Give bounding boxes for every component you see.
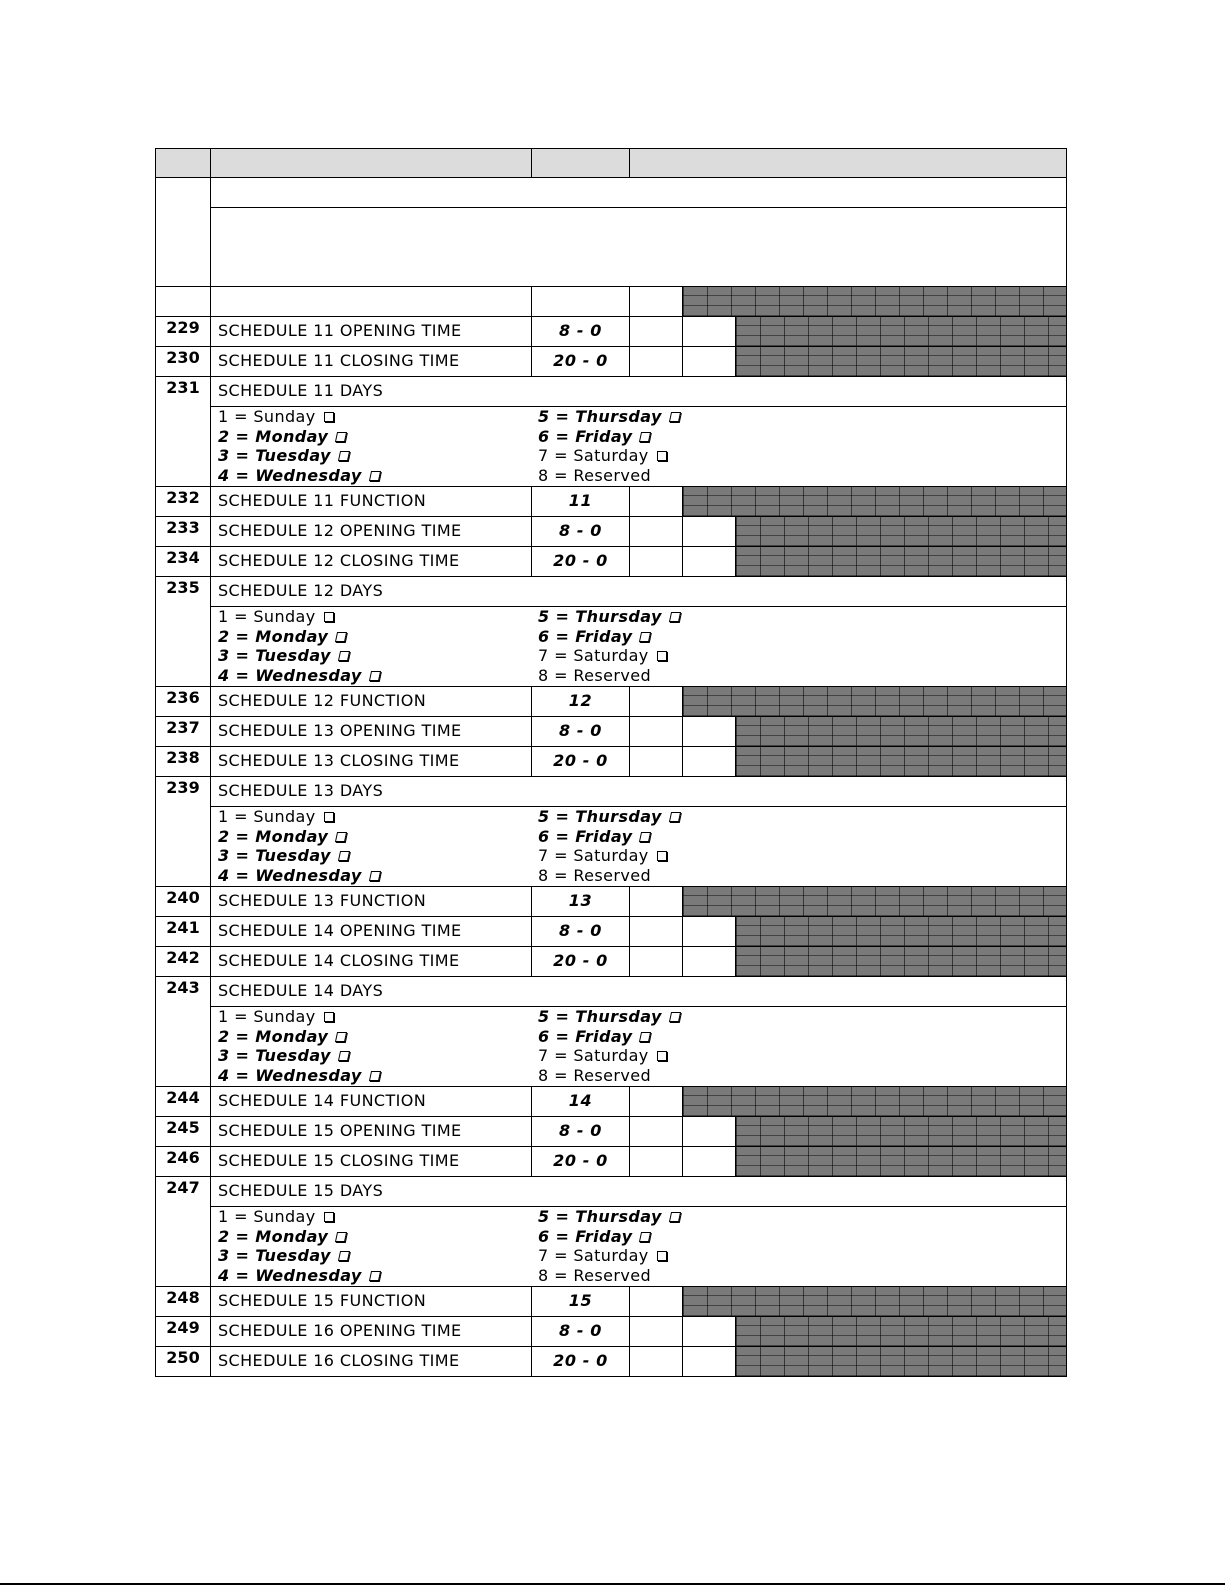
default-value: 8 - 0: [531, 316, 630, 347]
location-number: 234: [155, 546, 211, 577]
location-number: 241: [155, 916, 211, 947]
day-checkbox[interactable]: [657, 451, 667, 461]
day-option: [218, 866, 380, 886]
day-option-label: 7 = Saturday: [538, 1246, 649, 1265]
day-option: [218, 407, 334, 427]
entry-box[interactable]: [682, 1146, 736, 1177]
day-checkbox[interactable]: [639, 1232, 651, 1242]
day-option: [538, 466, 651, 486]
day-option: [218, 427, 346, 447]
location-description: SCHEDULE 16 CLOSING TIME: [210, 1346, 532, 1377]
day-option-label: 8 = Reserved: [538, 1065, 652, 1085]
day-option-label: 4 = Wednesday: [218, 865, 362, 885]
location-number: 248: [155, 1286, 211, 1317]
day-option: [218, 1007, 334, 1027]
entry-box[interactable]: [629, 1086, 683, 1117]
location-description: SCHEDULE 13 DAYS: [210, 776, 1067, 807]
entry-box[interactable]: [629, 686, 683, 717]
location-description: SCHEDULE 14 OPENING TIME: [210, 916, 532, 947]
entry-box[interactable]: [629, 746, 683, 777]
shaded-unused-cells: [735, 746, 1067, 777]
day-option: [218, 827, 346, 847]
shaded-unused-cells: [735, 1346, 1067, 1377]
day-option: [538, 627, 650, 647]
location-number: 244: [155, 1086, 211, 1117]
day-checkbox[interactable]: [657, 651, 667, 661]
blank-row-entry[interactable]: [629, 286, 683, 317]
location-number: 235: [155, 576, 211, 687]
shaded-unused-cells: [735, 546, 1067, 577]
day-checkbox[interactable]: [338, 851, 350, 861]
shaded-unused-cells: [682, 686, 1067, 717]
location-number: 237: [155, 716, 211, 747]
day-option-label: 1 = Sunday: [218, 807, 316, 826]
shaded-unused-cells: [735, 516, 1067, 547]
days-options-panel: [210, 1006, 1067, 1087]
day-option-label: 5 = Thursday: [538, 807, 662, 826]
days-options-panel: [210, 806, 1067, 887]
day-checkbox[interactable]: [669, 1212, 681, 1222]
location-number: 242: [155, 946, 211, 977]
default-value: 20 - 0: [531, 1346, 630, 1377]
day-option: [218, 1046, 349, 1066]
day-option-label: 1 = Sunday: [218, 607, 316, 626]
day-option-label: 4 = Wednesday: [218, 665, 362, 685]
shaded-unused-cells: [735, 946, 1067, 977]
default-value: 15: [531, 1286, 630, 1317]
header-cell-entry: [629, 148, 1067, 178]
day-option: [538, 1066, 651, 1086]
default-value: 20 - 0: [531, 546, 630, 577]
location-description: SCHEDULE 12 OPENING TIME: [210, 516, 532, 547]
header-cell-number: [155, 148, 211, 178]
day-option-label: 6 = Friday: [538, 1026, 633, 1046]
shaded-unused-cells: [735, 346, 1067, 377]
day-option: [538, 827, 650, 847]
day-option-label: 5 = Thursday: [538, 1207, 662, 1226]
default-value: 8 - 0: [531, 916, 630, 947]
day-option: [538, 807, 680, 827]
day-checkbox[interactable]: [657, 851, 667, 861]
day-checkbox[interactable]: [324, 612, 334, 622]
day-option-label: 3 = Tuesday: [218, 846, 331, 865]
days-options-panel: [210, 606, 1067, 687]
day-option-label: 2 = Monday: [218, 1226, 329, 1246]
default-value: 8 - 0: [531, 516, 630, 547]
entry-box[interactable]: [629, 916, 683, 947]
day-option-label: 4 = Wednesday: [218, 465, 362, 485]
location-description: SCHEDULE 13 CLOSING TIME: [210, 746, 532, 777]
day-option: [218, 807, 334, 827]
day-checkbox[interactable]: [335, 432, 347, 442]
day-option: [538, 427, 650, 447]
entry-box[interactable]: [682, 746, 736, 777]
day-option-label: 6 = Friday: [538, 826, 633, 846]
day-checkbox[interactable]: [369, 471, 381, 481]
entry-box[interactable]: [682, 1316, 736, 1347]
day-option-label: 1 = Sunday: [218, 1007, 316, 1026]
shaded-unused-cells: [682, 1286, 1067, 1317]
day-option-label: 7 = Saturday: [538, 646, 649, 665]
default-value: 8 - 0: [531, 1316, 630, 1347]
day-option-label: 2 = Monday: [218, 1026, 329, 1046]
default-value: 20 - 0: [531, 746, 630, 777]
entry-box[interactable]: [629, 486, 683, 517]
location-description: SCHEDULE 13 OPENING TIME: [210, 716, 532, 747]
location-number: 232: [155, 486, 211, 517]
day-checkbox[interactable]: [669, 812, 681, 822]
day-option: [538, 1046, 667, 1066]
location-description: SCHEDULE 15 CLOSING TIME: [210, 1146, 532, 1177]
shaded-unused-cells: [682, 886, 1067, 917]
default-value: 20 - 0: [531, 346, 630, 377]
day-checkbox[interactable]: [639, 832, 651, 842]
day-checkbox[interactable]: [669, 1012, 681, 1022]
intro-number-cell: [155, 177, 211, 287]
day-checkbox[interactable]: [657, 1051, 667, 1061]
entry-box[interactable]: [682, 916, 736, 947]
default-value: 8 - 0: [531, 716, 630, 747]
day-checkbox[interactable]: [669, 412, 681, 422]
location-number: 250: [155, 1346, 211, 1377]
day-option: [218, 1027, 346, 1047]
day-checkbox[interactable]: [639, 1032, 651, 1042]
entry-box[interactable]: [682, 316, 736, 347]
default-value: 13: [531, 886, 630, 917]
day-option-label: 7 = Saturday: [538, 446, 649, 465]
day-option: [538, 646, 667, 666]
entry-box[interactable]: [682, 546, 736, 577]
day-option-label: 4 = Wednesday: [218, 1065, 362, 1085]
day-checkbox[interactable]: [338, 1251, 350, 1261]
location-description: SCHEDULE 12 CLOSING TIME: [210, 546, 532, 577]
default-value: 8 - 0: [531, 1116, 630, 1147]
shaded-unused-cells: [735, 716, 1067, 747]
shaded-unused-cells: [735, 1116, 1067, 1147]
location-description: SCHEDULE 16 OPENING TIME: [210, 1316, 532, 1347]
shaded-unused-cells: [682, 286, 1067, 317]
shaded-unused-cells: [735, 1146, 1067, 1177]
shaded-unused-cells: [735, 316, 1067, 347]
day-option: [218, 1207, 334, 1227]
entry-box[interactable]: [629, 516, 683, 547]
location-number: 238: [155, 746, 211, 777]
day-option: [218, 1066, 380, 1086]
day-checkbox[interactable]: [369, 871, 381, 881]
entry-box[interactable]: [629, 1146, 683, 1177]
default-value: 20 - 0: [531, 1146, 630, 1177]
entry-box[interactable]: [629, 886, 683, 917]
location-description: SCHEDULE 15 OPENING TIME: [210, 1116, 532, 1147]
day-option-label: 6 = Friday: [538, 626, 633, 646]
location-description: SCHEDULE 14 CLOSING TIME: [210, 946, 532, 977]
intro-title-cell: [210, 177, 1067, 208]
location-description: SCHEDULE 11 OPENING TIME: [210, 316, 532, 347]
day-option: [218, 627, 346, 647]
location-description: SCHEDULE 15 FUNCTION: [210, 1286, 532, 1317]
day-checkbox[interactable]: [324, 1012, 334, 1022]
day-option: [538, 1027, 650, 1047]
day-option-label: 8 = Reserved: [538, 865, 652, 885]
default-value: 12: [531, 686, 630, 717]
entry-box[interactable]: [682, 346, 736, 377]
location-description: SCHEDULE 11 CLOSING TIME: [210, 346, 532, 377]
day-option-label: 2 = Monday: [218, 626, 329, 646]
header-cell-default: [531, 148, 630, 178]
day-option-label: 1 = Sunday: [218, 407, 316, 426]
day-checkbox[interactable]: [639, 632, 651, 642]
day-option-label: 5 = Thursday: [538, 607, 662, 626]
entry-box[interactable]: [682, 1346, 736, 1377]
shaded-unused-cells: [735, 916, 1067, 947]
day-checkbox[interactable]: [639, 432, 651, 442]
entry-box[interactable]: [629, 1316, 683, 1347]
intro-description-cell: [210, 207, 1067, 287]
day-option-label: 3 = Tuesday: [218, 1246, 331, 1265]
day-option: [218, 846, 349, 866]
location-description: SCHEDULE 12 DAYS: [210, 576, 1067, 607]
day-option: [538, 1007, 680, 1027]
day-option-label: 1 = Sunday: [218, 1207, 316, 1226]
day-checkbox[interactable]: [338, 451, 350, 461]
day-option-label: 2 = Monday: [218, 826, 329, 846]
entry-box[interactable]: [629, 1116, 683, 1147]
location-number: 230: [155, 346, 211, 377]
location-description: SCHEDULE 13 FUNCTION: [210, 886, 532, 917]
blank-row-default: [531, 286, 630, 317]
day-option-label: 3 = Tuesday: [218, 446, 331, 465]
day-option: [538, 1246, 667, 1266]
day-checkbox[interactable]: [335, 1232, 347, 1242]
day-checkbox[interactable]: [335, 632, 347, 642]
day-checkbox[interactable]: [335, 832, 347, 842]
day-option-label: 6 = Friday: [538, 1226, 633, 1246]
day-option: [218, 607, 334, 627]
location-number: 239: [155, 776, 211, 887]
location-description: SCHEDULE 12 FUNCTION: [210, 686, 532, 717]
location-number: 236: [155, 686, 211, 717]
entry-box[interactable]: [629, 1286, 683, 1317]
day-checkbox[interactable]: [338, 1051, 350, 1061]
day-option-label: 3 = Tuesday: [218, 646, 331, 665]
entry-box[interactable]: [682, 1116, 736, 1147]
entry-box[interactable]: [682, 946, 736, 977]
location-number: 249: [155, 1316, 211, 1347]
blank-row-number: [155, 286, 211, 317]
day-option: [538, 607, 680, 627]
entry-box[interactable]: [629, 346, 683, 377]
location-description: SCHEDULE 11 FUNCTION: [210, 486, 532, 517]
location-description: SCHEDULE 11 DAYS: [210, 376, 1067, 407]
days-options-panel: [210, 406, 1067, 487]
header-cell-description: [210, 148, 532, 178]
day-checkbox[interactable]: [669, 612, 681, 622]
entry-box[interactable]: [682, 516, 736, 547]
day-option: [218, 1246, 349, 1266]
day-option-label: 4 = Wednesday: [218, 1265, 362, 1285]
day-option: [218, 1266, 380, 1286]
entry-box[interactable]: [629, 716, 683, 747]
blank-row-label: [210, 286, 532, 317]
day-option: [218, 646, 349, 666]
day-checkbox[interactable]: [324, 812, 334, 822]
entry-box[interactable]: [682, 716, 736, 747]
day-checkbox[interactable]: [335, 1032, 347, 1042]
day-option: [538, 1227, 650, 1247]
day-option-label: 3 = Tuesday: [218, 1046, 331, 1065]
entry-box[interactable]: [629, 946, 683, 977]
day-option: [218, 466, 380, 486]
shaded-unused-cells: [682, 1086, 1067, 1117]
default-value: 14: [531, 1086, 630, 1117]
default-value: 20 - 0: [531, 946, 630, 977]
day-checkbox[interactable]: [657, 1251, 667, 1261]
location-number: 229: [155, 316, 211, 347]
day-checkbox[interactable]: [369, 1071, 381, 1081]
location-description: SCHEDULE 14 DAYS: [210, 976, 1067, 1007]
entry-box[interactable]: [629, 316, 683, 347]
location-number: 231: [155, 376, 211, 487]
day-option: [538, 666, 651, 686]
day-option-label: 7 = Saturday: [538, 846, 649, 865]
day-option-label: 5 = Thursday: [538, 1007, 662, 1026]
day-option: [218, 1227, 346, 1247]
day-option: [218, 666, 380, 686]
day-checkbox[interactable]: [324, 1212, 334, 1222]
day-checkbox[interactable]: [338, 651, 350, 661]
day-option: [538, 407, 680, 427]
location-number: 246: [155, 1146, 211, 1177]
shaded-unused-cells: [682, 486, 1067, 517]
entry-box[interactable]: [629, 1346, 683, 1377]
location-number: 245: [155, 1116, 211, 1147]
day-checkbox[interactable]: [324, 412, 334, 422]
day-checkbox[interactable]: [369, 671, 381, 681]
location-description: SCHEDULE 14 FUNCTION: [210, 1086, 532, 1117]
location-number: 243: [155, 976, 211, 1087]
day-option: [538, 446, 667, 466]
day-option: [538, 1207, 680, 1227]
location-number: 247: [155, 1176, 211, 1287]
entry-box[interactable]: [629, 546, 683, 577]
programming-sheet-table: [155, 148, 1067, 1370]
day-option-label: 7 = Saturday: [538, 1046, 649, 1065]
location-number: 240: [155, 886, 211, 917]
day-checkbox[interactable]: [369, 1271, 381, 1281]
day-option-label: 8 = Reserved: [538, 465, 652, 485]
location-number: 233: [155, 516, 211, 547]
location-description: SCHEDULE 15 DAYS: [210, 1176, 1067, 1207]
default-value: 11: [531, 486, 630, 517]
day-option: [218, 446, 349, 466]
day-option-label: 2 = Monday: [218, 426, 329, 446]
day-option: [538, 846, 667, 866]
day-option-label: 8 = Reserved: [538, 1265, 652, 1285]
day-option: [538, 866, 651, 886]
day-option-label: 6 = Friday: [538, 426, 633, 446]
day-option-label: 8 = Reserved: [538, 665, 652, 685]
day-option-label: 5 = Thursday: [538, 407, 662, 426]
shaded-unused-cells: [735, 1316, 1067, 1347]
day-option: [538, 1266, 651, 1286]
days-options-panel: [210, 1206, 1067, 1287]
